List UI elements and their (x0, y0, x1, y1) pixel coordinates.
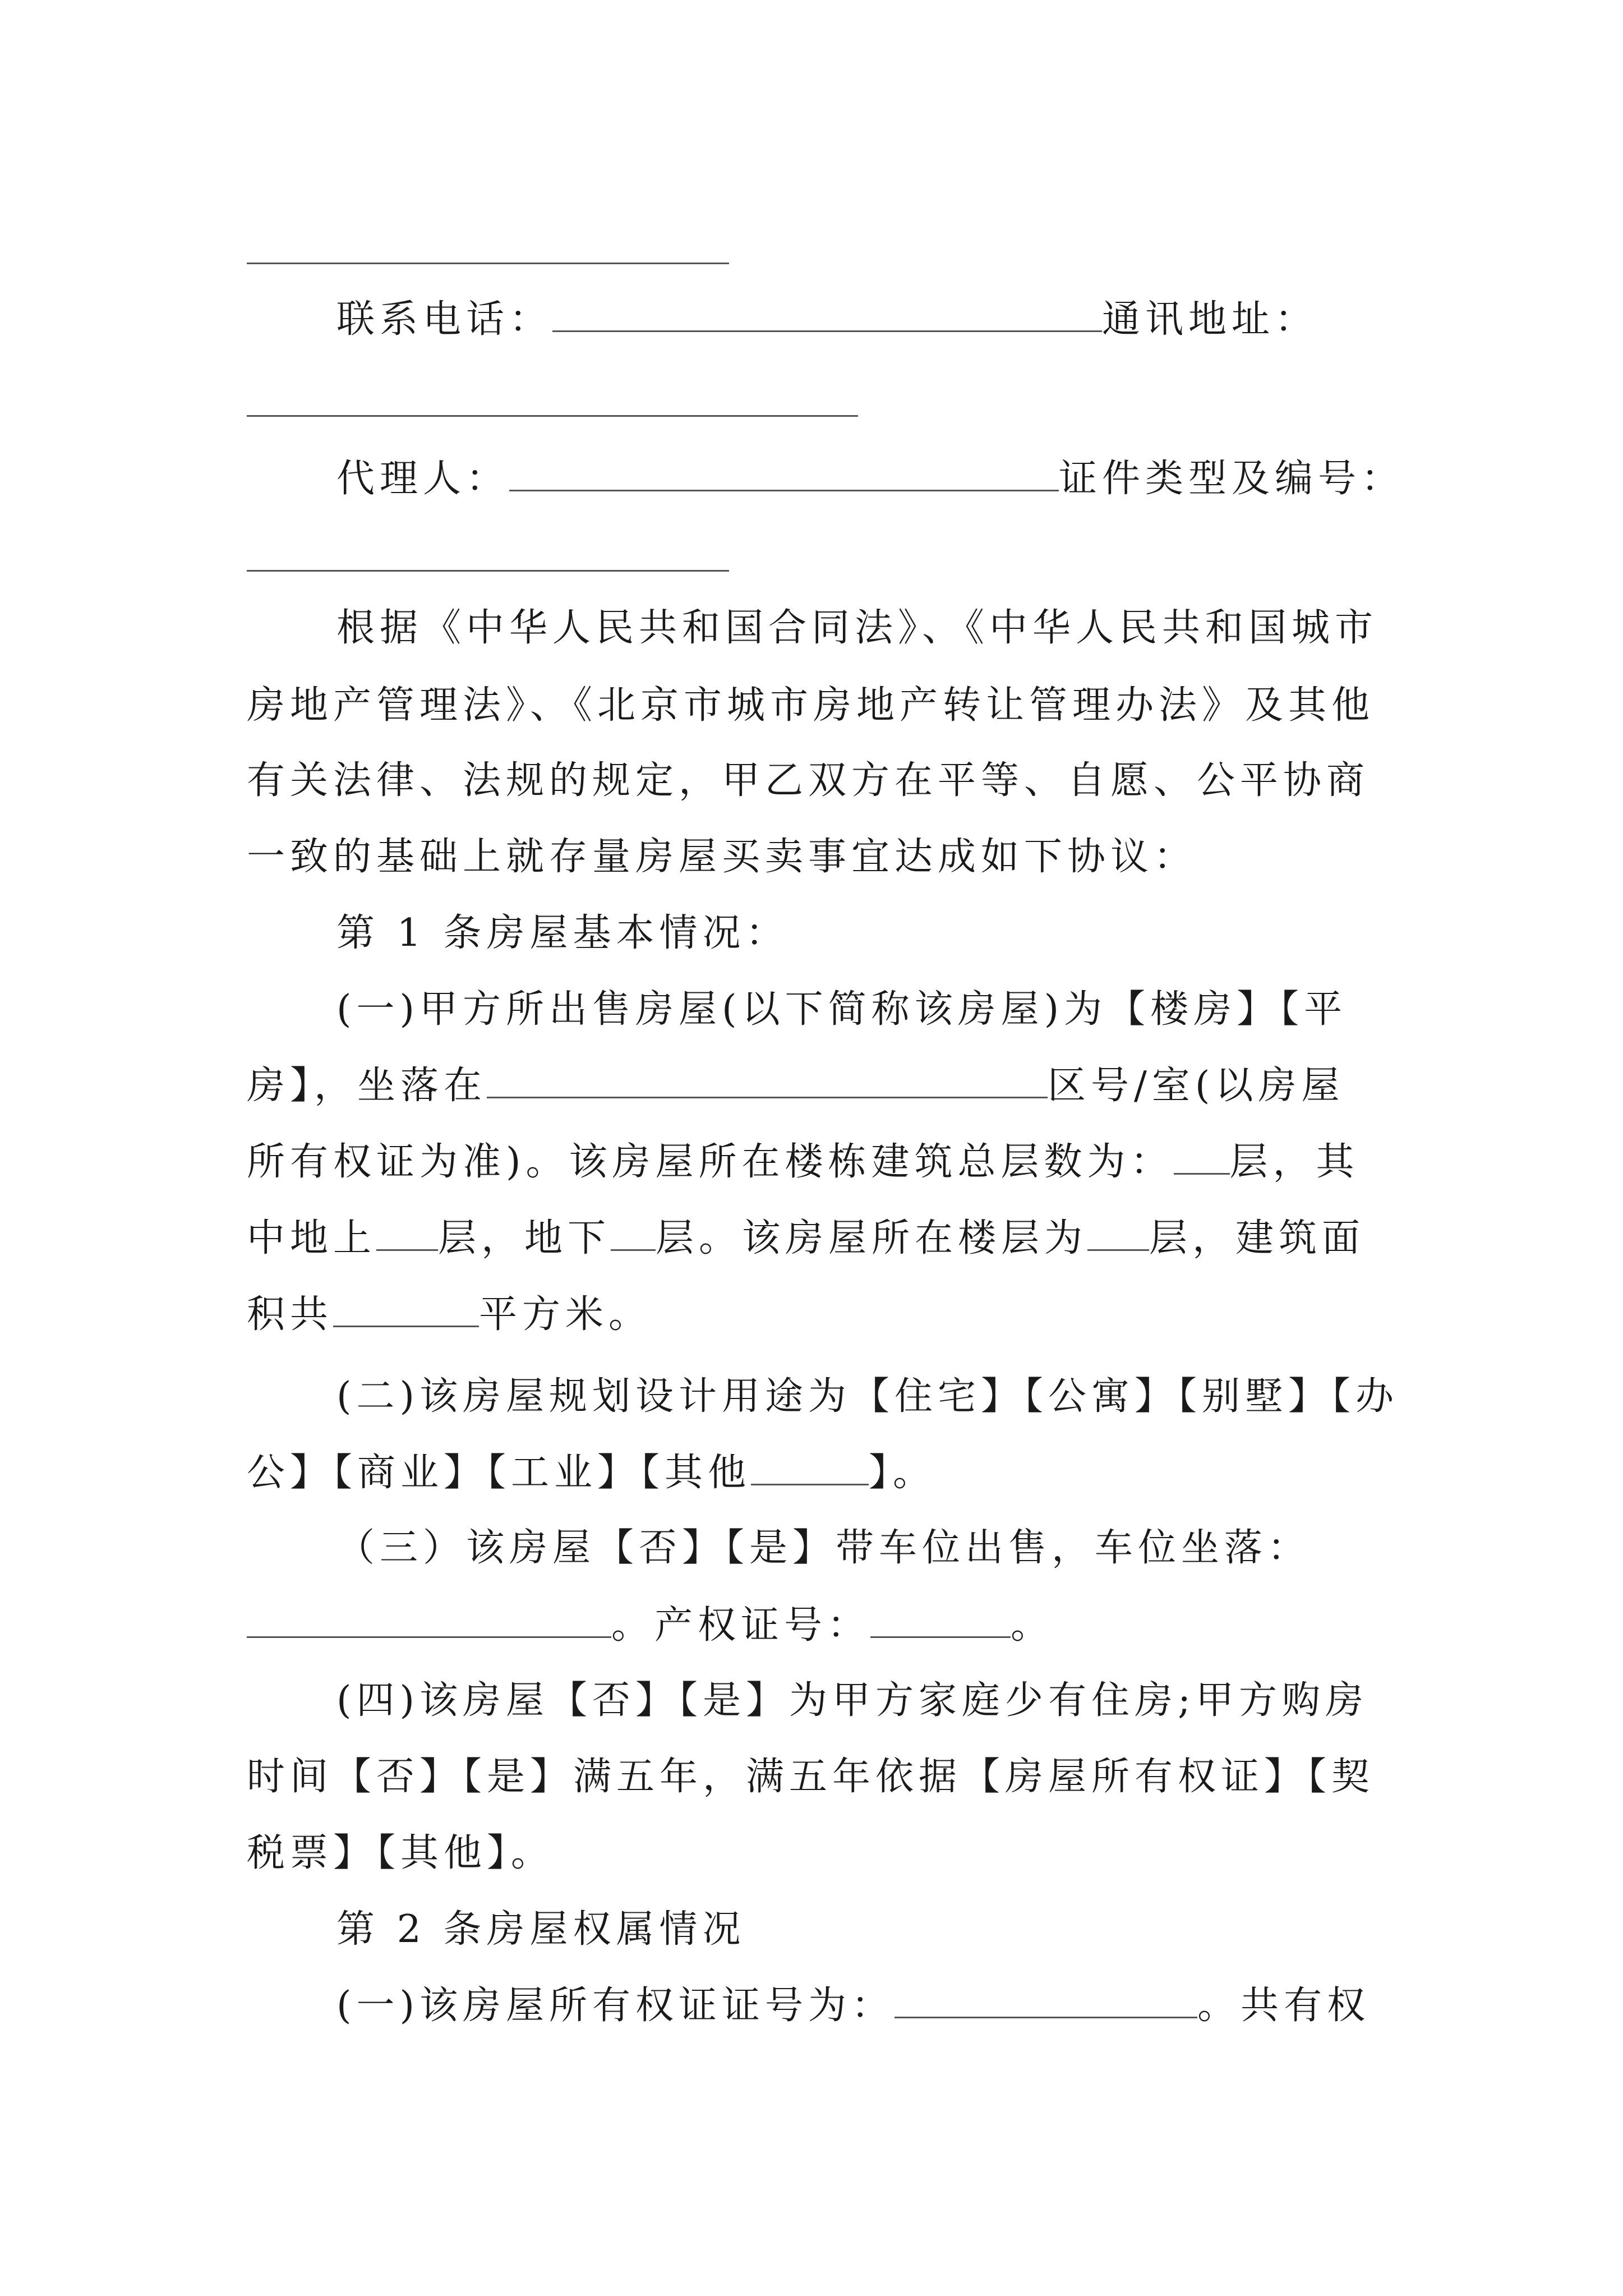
phone-label: 联系电话： (336, 297, 553, 342)
above-ground-blank[interactable] (376, 1214, 438, 1251)
article-1-item-1-line-4 (247, 1213, 1391, 1264)
phone-blank[interactable] (552, 296, 1102, 332)
article-1-item-2-line-2 (247, 1447, 1391, 1499)
article-1-item-3-line-1: （三）该房屋【否】【是】带车位出售，车位坐落： (336, 1526, 1311, 1570)
article-1-title: 第 1 条房屋基本情况： (336, 911, 789, 955)
agent-id-line (336, 453, 1405, 505)
area-blank[interactable] (333, 1291, 479, 1327)
parking-location-blank[interactable] (247, 1602, 611, 1638)
fill-line (247, 263, 729, 264)
article-1-item-1-line-5 (247, 1289, 1391, 1341)
id-label: 证件类型及编号： (1059, 457, 1405, 501)
parking-cert-label: 。产权证号： (611, 1603, 871, 1648)
preamble-line-3: 有关法律、法规的规定，甲乙双方在平等、自愿、公平协商 (247, 758, 1370, 803)
agent-label: 代理人： (336, 457, 510, 501)
below-ground-label: 层，地下 (438, 1216, 611, 1260)
above-ground-label: 中地上 (247, 1216, 377, 1260)
preamble-line-2: 房地产管理法》、《北京市城市房地产转让管理办法》及其他 (247, 683, 1375, 728)
usage-close: 】。 (869, 1451, 937, 1495)
parking-cert-blank[interactable] (870, 1602, 1011, 1638)
ownership-cert-label: (一)该房屋所有权证证号为： (336, 1984, 895, 2028)
area-label: 层，建筑面 (1149, 1216, 1366, 1260)
area-unit: 平方米。 (479, 1292, 652, 1337)
article-1-item-4-line-3: 税票】【其他】。 (247, 1831, 555, 1875)
usage-other-blank[interactable] (751, 1449, 869, 1485)
usage-options: 公】【商业】【工业】【其他 (247, 1451, 751, 1495)
article-1-item-3-line-2 (247, 1600, 1391, 1651)
article-2-title: 第 2 条房屋权属情况 (336, 1907, 746, 1952)
phone-address-line (336, 294, 1391, 346)
location-prefix: 房】，坐落在 (247, 1064, 487, 1108)
agent-blank[interactable] (509, 455, 1059, 491)
preamble-line-4: 一致的基础上就存量房屋买卖事宜达成如下协议： (247, 835, 1197, 879)
article-1-item-4-line-1: (四)该房屋【否】【是】为甲方家庭少有住房;甲方购房 (336, 1678, 1368, 1723)
ownership-cert-blank[interactable] (895, 1982, 1197, 2018)
address-fill-line (247, 415, 858, 417)
address-label: 通讯地址： (1102, 297, 1318, 342)
area-prefix: 积共 (247, 1292, 334, 1337)
below-ground-blank[interactable] (611, 1214, 656, 1251)
article-1-item-1-line-2 (247, 1060, 1391, 1112)
location-suffix: 区号/室(以房屋 (1048, 1064, 1345, 1108)
floors-suffix: 层，其 (1229, 1140, 1359, 1184)
floors-prefix: 所有权证为准)。该房屋所在楼栋建筑总层数为： (247, 1140, 1174, 1184)
floor-label: 层。该房屋所在楼层为 (656, 1216, 1088, 1260)
article-1-item-1-line-3 (247, 1137, 1391, 1188)
article-1-item-2-line-1: (二)该房屋规划设计用途为【住宅】【公寓】【别墅】【办 (336, 1374, 1399, 1419)
location-blank[interactable] (487, 1062, 1048, 1098)
floor-blank[interactable] (1087, 1214, 1149, 1251)
preamble-line-1: 根据《中华人民共和国合同法》、《中华人民共和国城市 (336, 606, 1378, 650)
parking-cert-end: 。 (1011, 1603, 1054, 1648)
article-2-item-1-line-1 (336, 1980, 1391, 2032)
id-fill-line (247, 570, 729, 572)
total-floors-blank[interactable] (1174, 1138, 1230, 1175)
article-1-item-1-line-1: (一)甲方所出售房屋(以下简称该房屋)为【楼房】【平 (336, 987, 1348, 1032)
co-ownership-label: 。共有权 (1197, 1984, 1371, 2028)
article-1-item-4-line-2: 时间【否】【是】满五年，满五年依据【房屋所有权证】【契 (247, 1755, 1375, 1799)
